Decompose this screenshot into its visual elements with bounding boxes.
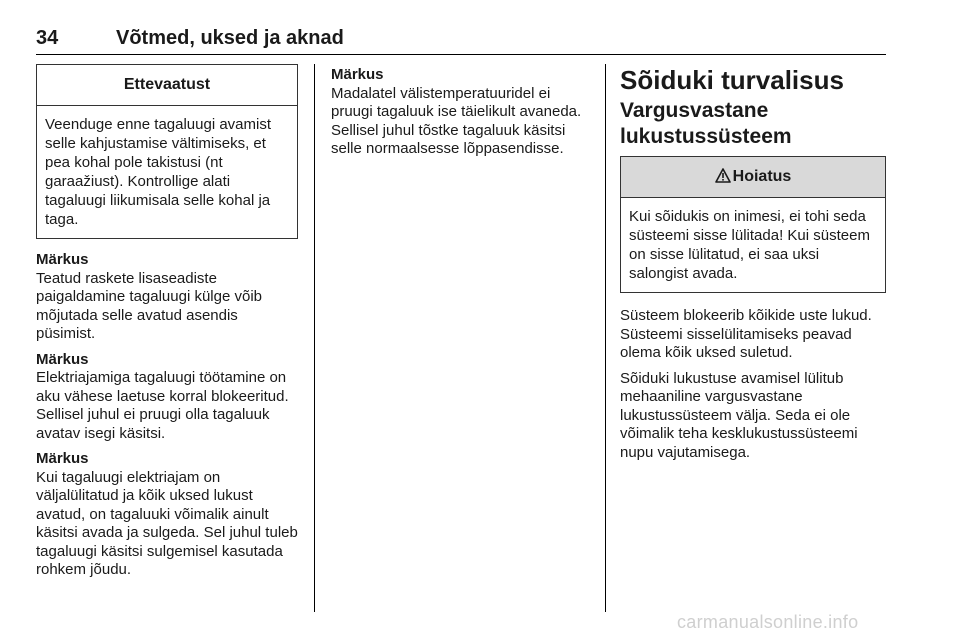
warning-box: [620, 156, 886, 293]
warning-box-header: [621, 157, 885, 198]
warning-box-text: Kui sõidukis on inimesi, ei tohi seda süsteemi sisse lülitada! Kui süsteem on sisse lülitatud, ei saa uksi salongist avada.: [629, 208, 870, 282]
column-right: [620, 64, 886, 469]
column-middle: [331, 66, 589, 166]
page-title: Võtmed, uksed ja aknad: [116, 27, 344, 49]
note-label: Märkus: [36, 450, 89, 467]
note-text: Teatud raskete lisaseadiste paigaldamine tagaluugi külge võib mõjutada selle avatud asendis püsimist.: [36, 269, 262, 342]
subsection-heading: Vargusvastane lukustussüsteem: [620, 99, 792, 148]
note: [36, 450, 298, 580]
note-text: Madalatel välistemperatuuridel ei pruugi tagaluuk ise täielikult avaneda. Sellisel juhul tõstke tagaluuk käsitsi selle normaalsesse lõppasendisse.: [331, 84, 582, 157]
watermark: carmanualsonline.info: [677, 612, 859, 632]
note-label: Märkus: [36, 251, 89, 268]
warning-triangle-icon: [715, 168, 731, 183]
note-text: Kui tagaluugi elektriajam on väljalülitatud ja kõik uksed lukust avatud, on tagaluuki võimalik ainult käsitsi avada ja sulgeda. Sel juhul tuleb tagaluugi käsitsi sulgemisel kasutada rohkem jõudu.: [36, 468, 298, 578]
note: [36, 351, 298, 444]
note-text: Elektriajamiga tagaluugi töötamine on aku vähese laetuse korral blokeeritud. Sellisel juhul ei pruugi olla tagaluuk avatav isegi käsitsi.: [36, 369, 289, 442]
warning-box-title: Hoiatus: [732, 168, 792, 185]
note-label: Märkus: [331, 66, 384, 83]
note-label: Märkus: [36, 350, 89, 368]
note: [331, 66, 589, 159]
note: [36, 251, 298, 344]
column-divider-left: [314, 64, 315, 612]
caution-box-text: Veenduge enne tagaluugi avamist selle kahjustamise vältimiseks, et pea kohal pole takistusi (nt garaažiust). Kontrollige alati tagaluugi liikumisala selle kohal ja taga.: [45, 116, 272, 228]
column-left: [36, 64, 298, 587]
caution-box: [36, 64, 298, 239]
section-heading: Sõiduki turvalisus: [620, 65, 844, 95]
page-number: 34: [36, 27, 59, 49]
page-header: [36, 26, 886, 55]
paragraph: Süsteem blokeerib kõikide uste lukud. Süsteemi sisselülitamiseks peavad olema kõik uksed suletud.: [620, 307, 872, 361]
column-divider-right: [605, 64, 606, 612]
paragraph: Sõiduki lukustuse avamisel lülitub mehaaniline vargusvastane lukustussüsteem välja. Seda ei ole võimalik teha kesklukustussüsteemi nupu vajutamisega.: [620, 369, 858, 461]
caution-box-title: Ettevaatust: [37, 65, 297, 106]
